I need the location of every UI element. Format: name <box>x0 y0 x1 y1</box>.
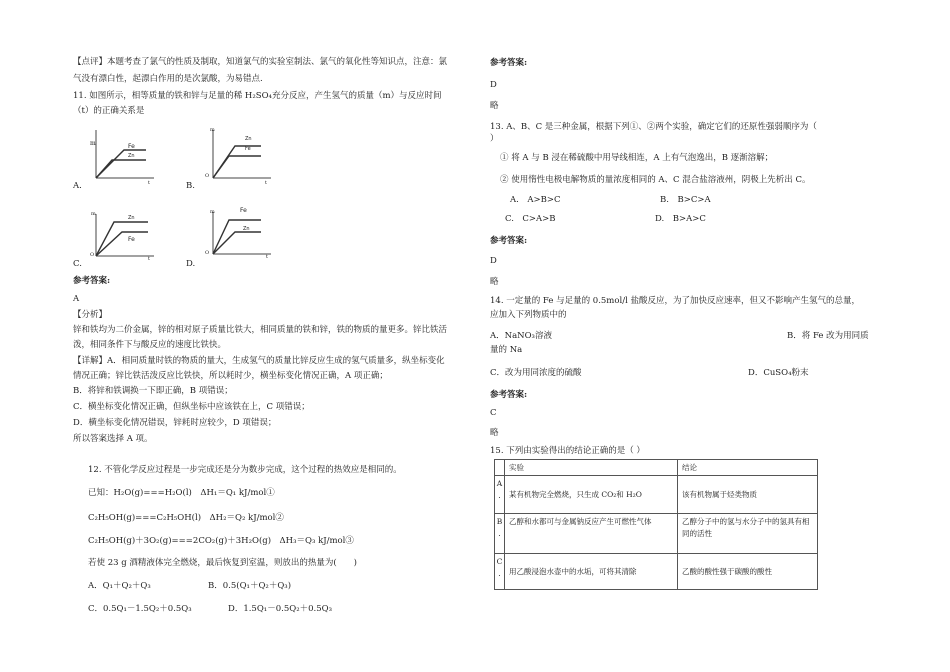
q14-option-a: A．NaNO₃溶液 <box>490 331 552 341</box>
q13-option-c: C. C>A>B <box>505 214 556 224</box>
q14-option-c: C．改为用同浓度的硫酸 <box>490 368 582 378</box>
q14-line-1: 14. 一定量的 Fe 与足量的 0.5mol/l 盐酸反应，为了加快反应速率，但又不影响产生氢气的总量， <box>490 296 860 306</box>
q13-line-2: ） <box>490 134 499 144</box>
graph-b-top-label: Zn <box>245 136 252 142</box>
q12-answer-label: 参考答案: <box>490 58 528 68</box>
q12-option-d: D．1.5Q₁－0.5Q₂＋0.5Q₃ <box>228 604 332 614</box>
q11-line-1: 11. 如图所示，相等质量的铁和锌与足量的稀 H₂SO₄充分反应，产生氢气的质量（m）与反应时间 <box>73 91 442 101</box>
graph-d-option: D. <box>186 259 196 269</box>
graph-b-y-label: m <box>210 127 215 133</box>
q13-statement-1: ① 将 A 与 B 浸在稀硫酸中用导线相连，A 上有气泡逸出，B 逐渐溶解； <box>500 153 774 163</box>
q13-option-a: A. A>B>C <box>510 195 561 205</box>
graph-b-bottom-label: Fe <box>245 146 251 152</box>
graph-d-top-label: Fe <box>240 207 247 214</box>
table-cell-experiment: 用乙酸浸泡水壶中的水垢，可将其清除 <box>505 554 678 590</box>
table-cell-conclusion: 乙酸的酸性强于碳酸的酸性 <box>678 554 818 590</box>
graph-a-option: A. <box>73 181 82 191</box>
graph-d-y-label: m <box>210 209 215 215</box>
analysis-line-2: 泼，相同条件下与酸反应的速度比铁快。 <box>73 340 227 350</box>
detail-line-3: B．将锌和铁调换一下即正确，B 项错误； <box>73 386 233 396</box>
q12-omitted: 略 <box>490 101 499 111</box>
comment-line-1: 【点评】本题考查了氯气的性质及制取，知道氯气的实验室制法、氯气的氧化性等知识点，注意：氯 <box>73 57 448 67</box>
q11-line-2: （t）的正确关系是 <box>73 106 145 116</box>
table-row-label: B . <box>495 514 505 554</box>
analysis-line-1: 锌和铁均为二价金属，锌的相对原子质量比铁大，相同质量的铁和锌，铁的物质的量更多。锌比铁活 <box>73 325 448 335</box>
table-cell-conclusion: 乙醇分子中的氢与水分子中的氢具有相同的活性 <box>678 514 818 554</box>
analysis-heading: 【分析】 <box>73 310 108 320</box>
graph-a-y-label: m <box>90 140 96 147</box>
detail-line-6: 所以答案选择 A 项。 <box>73 434 153 444</box>
table-row-label: C . <box>495 554 505 590</box>
q13-line-1: 13. A、B、C 是三种金属，根据下列①、②两个实验，确定它们的还原性强弱顺序为（ <box>490 122 817 132</box>
table-header-conclusion: 结论 <box>678 460 818 476</box>
table-header-blank <box>495 460 505 476</box>
graph-a-x-label: t <box>148 180 151 186</box>
q11-answer: A <box>73 294 80 304</box>
q12-equation-1: 已知：H₂O(g)===H₂O(l) ΔH₁＝Q₁ kJ/mol① <box>88 488 275 498</box>
graph-d <box>205 208 275 260</box>
graph-b-option: B. <box>186 181 195 191</box>
q12-equation-2: C₂H₅OH(g)===C₂H₅OH(l) ΔH₂＝Q₂ kJ/mol② <box>88 513 284 523</box>
comment-line-2: 气没有漂白性，起漂白作用的是次氯酸，为易错点. <box>73 74 263 84</box>
q12-line-1: 12. 不管化学反应过程是一步完成还是分为数步完成，这个过程的热效应是相同的。 <box>88 465 402 475</box>
table-header-row <box>495 460 818 476</box>
graph-a-top-label: Fe <box>128 143 135 150</box>
graph-c-top-label: Zn <box>128 215 135 221</box>
table-row <box>495 514 818 554</box>
table-cell-experiment: 某有机物完全燃烧，只生成 CO₂和 H₂O <box>505 476 678 514</box>
q13-answer-label: 参考答案: <box>490 236 528 246</box>
graph-c-origin: O <box>90 252 95 258</box>
q12-answer: D <box>490 80 497 90</box>
table-row <box>495 476 818 514</box>
graph-a-bottom-label: Zn <box>128 153 135 159</box>
q15-line-1: 15. 下列由实验得出的结论正确的是（ ） <box>490 446 645 456</box>
table-cell-experiment: 乙醇和水都可与金属钠反应产生可燃性气体 <box>505 514 678 554</box>
table-header-experiment: 实验 <box>505 460 678 476</box>
table-cell-conclusion: 该有机物属于烃类物质 <box>678 476 818 514</box>
detail-line-1: 【详解】A．相同质量时铁的物质的量大，生成氢气的质量比锌反应生成的氢气质量多，纵坐标变化 <box>73 356 445 366</box>
q15-table <box>494 459 818 590</box>
table-row <box>495 554 818 590</box>
q14-option-b-cont: 量的 Na <box>490 345 523 355</box>
graph-b-origin: O <box>205 173 210 179</box>
q14-answer-label: 参考答案: <box>490 390 528 400</box>
graph-c-y-label: m <box>91 211 96 217</box>
graph-c-option: C. <box>73 259 82 269</box>
q12-option-b: B．0.5(Q₁＋Q₂＋Q₃) <box>208 581 292 591</box>
detail-line-4: C．横坐标变化情况正确，但纵坐标中应该铁在上，C 项错误； <box>73 402 310 412</box>
q11-answer-label: 参考答案: <box>73 276 111 286</box>
detail-line-2: 情况正确；锌比铁活泼反应比铁快，所以耗时少，横坐标变化情况正确，A 项正确； <box>73 371 388 381</box>
q13-option-b: B. B>C>A <box>660 195 711 205</box>
q12-equation-3: C₂H₅OH(g)＋3O₂(g)===2CO₂(g)＋3H₂O(g) ΔH₃＝Q₃ kJ/mol③ <box>88 536 354 546</box>
q14-answer: C <box>490 408 497 418</box>
graph-c-bottom-label: Fe <box>128 236 135 243</box>
q13-option-d: D. B>A>C <box>655 214 706 224</box>
q13-statement-2: ② 使用惰性电极电解物质的量浓度相同的 A、C 混合盐溶液州，阴极上先析出 C。 <box>500 175 811 185</box>
q13-answer: D <box>490 256 497 266</box>
q14-line-2: 应加入下列物质中的 <box>490 310 567 320</box>
graph-d-bottom-label: Zn <box>243 226 250 232</box>
detail-line-5: D．横坐标变化情况错误，锌耗时应较少，D 项错误； <box>73 418 277 428</box>
q14-omitted: 略 <box>490 428 499 438</box>
q14-option-d: D．CuSO₄粉末 <box>748 368 809 378</box>
graph-c <box>88 210 158 260</box>
graph-a <box>88 126 158 182</box>
q12-question: 若使 23 g 酒精液体完全燃烧，最后恢复到室温，则放出的热量为( ) <box>88 558 357 568</box>
graph-c-x-label: t <box>148 256 151 262</box>
q14-option-b: B．将 Fe 改为用同质 <box>787 331 869 341</box>
graph-d-origin: O <box>205 250 210 256</box>
table-row-label: A . <box>495 476 505 514</box>
graph-b-x-label: t <box>265 180 268 186</box>
graph-b <box>205 126 275 182</box>
graph-d-x-label: t <box>266 254 269 260</box>
q13-omitted: 略 <box>490 277 499 287</box>
q12-option-c: C．0.5Q₁－1.5Q₂＋0.5Q₃ <box>88 604 192 614</box>
q12-option-a: A．Q₁＋Q₂＋Q₃ <box>88 581 151 591</box>
